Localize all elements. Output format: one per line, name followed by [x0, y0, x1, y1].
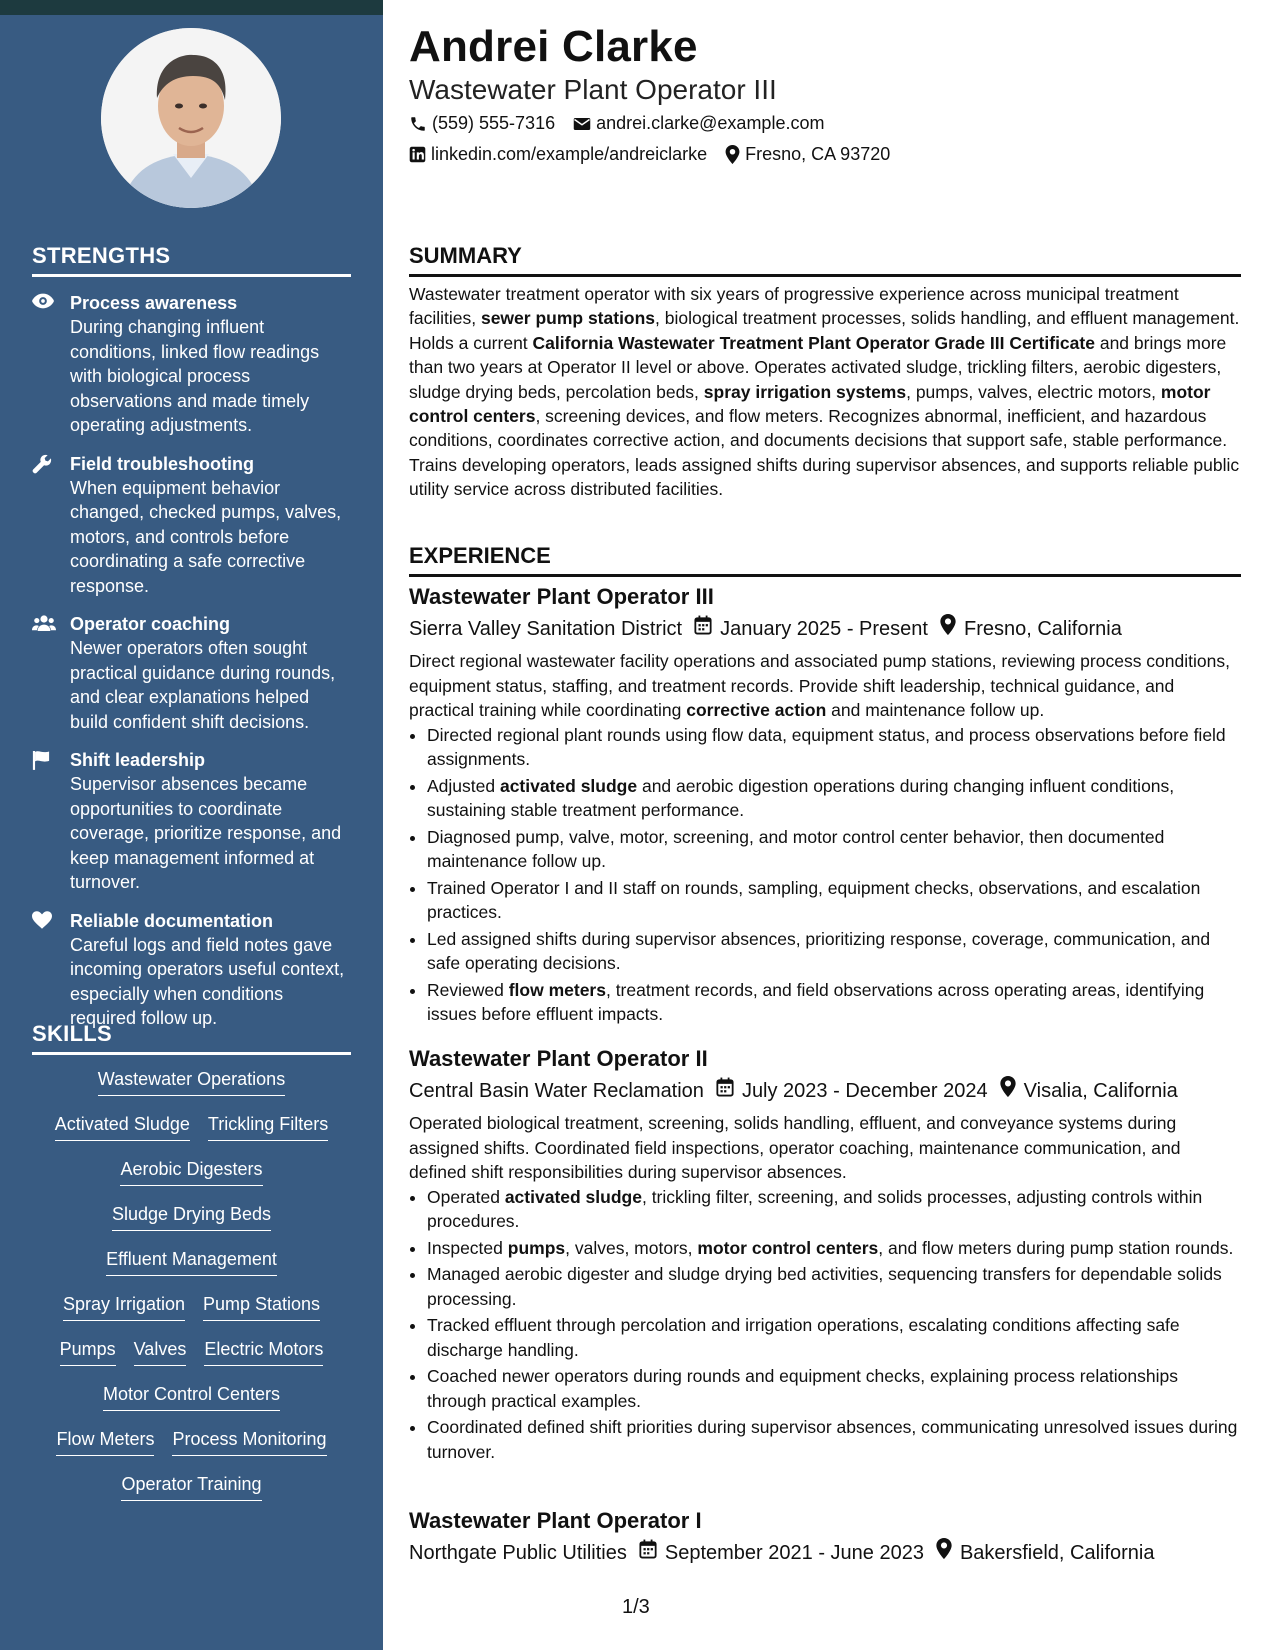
- strength-title: Process awareness: [70, 293, 238, 313]
- skill-tag: Electric Motors: [204, 1337, 323, 1366]
- calendar-icon: [716, 1077, 734, 1105]
- bold-term: sewer pump stations: [480, 308, 656, 329]
- map-pin-icon: [940, 614, 956, 643]
- contact-row-2: [409, 144, 890, 165]
- job-dates-text: January 2025 - Present: [720, 617, 928, 640]
- skill-tag: Flow Meters: [56, 1427, 154, 1456]
- envelope-icon: [573, 116, 591, 132]
- skill-tag: Process Monitoring: [172, 1427, 326, 1456]
- skill-row: [32, 1202, 351, 1247]
- skill-tag: Valves: [134, 1337, 187, 1366]
- job-dates-text: July 2023 - December 2024: [741, 1079, 988, 1102]
- job-bullet: • Reviewed flow meters, treatment records, and field observations across operating areas, identifying issues before effluent impacts.: [427, 978, 1241, 1027]
- job-bullet: • Managed aerobic digester and sludge drying bed activities, sequencing transfers for dependable solids processing.: [427, 1262, 1241, 1311]
- skill-tag: Trickling Filters: [208, 1112, 328, 1141]
- job-bullet: • Inspected pumps, valves, motors, motor control centers, and flow meters during pump station rounds.: [427, 1236, 1241, 1261]
- job-entry: [409, 582, 1241, 1029]
- skill-row: [32, 1472, 351, 1517]
- flag-icon: [32, 748, 70, 895]
- bold-term: spray irrigation systems: [703, 381, 907, 402]
- skill-row: [32, 1067, 351, 1112]
- experience-heading: EXPERIENCE: [409, 543, 1241, 577]
- top-accent-bar: [0, 0, 383, 15]
- phone-contact: [409, 113, 555, 134]
- strength-text: [70, 291, 351, 438]
- job-dates-text: September 2021 - June 2023: [664, 1541, 924, 1564]
- job-title: Wastewater Plant Operator II: [409, 1046, 708, 1071]
- bold-term: corrective action: [686, 700, 827, 720]
- skill-row: [32, 1157, 351, 1202]
- job-dates: [639, 1539, 924, 1567]
- job-entry: [409, 1506, 1241, 1567]
- strength-text: [70, 748, 351, 895]
- skill-row: [32, 1247, 351, 1292]
- job-dates: [694, 615, 928, 643]
- skill-tag: Wastewater Operations: [98, 1067, 285, 1096]
- bold-term: activated sludge: [499, 775, 638, 796]
- strength-item: [32, 291, 351, 438]
- avatar: [101, 28, 281, 208]
- map-pin-icon: [725, 145, 740, 164]
- strength-desc: When equipment behavior changed, checked pumps, valves, motors, and controls before coordinating a safe corrective response.: [70, 477, 342, 596]
- strength-item: [32, 909, 351, 1031]
- bold-term: activated sludge: [504, 1186, 642, 1207]
- job-meta: [409, 1076, 1241, 1105]
- job-bullet: • Coordinated defined shift priorities during supervisor absences, communicating unresolved issues during turnover.: [427, 1415, 1241, 1464]
- job-dates: [716, 1077, 988, 1105]
- job-bullet: • Trained Operator I and II staff on rounds, sampling, equipment checks, observations, and escalation practices.: [427, 876, 1241, 925]
- skill-tag: Aerobic Digesters: [120, 1157, 262, 1186]
- linkedin-icon: [409, 146, 426, 163]
- strength-desc: Careful logs and field notes gave incoming operators useful context, especially when conditions required follow up.: [70, 934, 345, 1028]
- skills-list: [32, 1067, 351, 1517]
- job-location-text: Fresno, California: [963, 617, 1122, 640]
- strength-desc: Supervisor absences became opportunities to coordinate coverage, prioritize response, and keep management informed at turnover.: [70, 774, 342, 892]
- skill-tag: Sludge Drying Beds: [112, 1202, 271, 1231]
- users-icon: [32, 612, 70, 734]
- profile-photo: [101, 28, 281, 208]
- bold-term: motor control centers: [697, 1237, 879, 1258]
- skill-row: [32, 1292, 351, 1337]
- strength-title: Field troubleshooting: [70, 453, 254, 474]
- phone-text: (559) 555-7316: [432, 113, 556, 133]
- calendar-icon: [694, 615, 712, 643]
- job-location: [936, 1538, 1155, 1567]
- phone-icon: [409, 115, 427, 133]
- bold-term: California Wastewater Treatment Plant Operator Grade III Certificate: [532, 332, 1095, 353]
- skills-section: [32, 1021, 351, 1517]
- strength-desc: During changing influent conditions, linked flow readings with biological process observations and made timely operating adjustments.: [70, 317, 320, 435]
- job-entry: [409, 1044, 1241, 1466]
- skill-tag: Pump Stations: [203, 1292, 320, 1321]
- job-bullet: • Adjusted activated sludge and aerobic digestion operations during changing influent conditions, sustaining stable treatment performance.: [427, 774, 1241, 823]
- job-bullet: • Directed regional plant rounds using flow data, equipment status, and process observations before field assignments.: [427, 723, 1241, 772]
- bold-term: flow meters: [508, 979, 606, 1000]
- strengths-heading: STRENGTHS: [32, 243, 351, 277]
- job-location-text: Bakersfield, California: [959, 1541, 1155, 1564]
- linkedin-text[interactable]: linkedin.com/example/andreiclarke: [431, 144, 708, 164]
- contact-row-1: [409, 113, 824, 134]
- job-bullet: • Diagnosed pump, valve, motor, screening, and motor control center behavior, then documented maintenance follow up.: [427, 825, 1241, 874]
- skill-tag: Operator Training: [121, 1472, 261, 1501]
- job-company: Central Basin Water Reclamation: [409, 1079, 704, 1102]
- skill-tag: Activated Sludge: [55, 1112, 190, 1141]
- calendar-icon: [639, 1539, 657, 1567]
- strength-desc: Newer operators often sought practical guidance during rounds, and clear explanations helped build confident shift decisions.: [70, 638, 336, 732]
- strength-title: Reliable documentation: [70, 910, 274, 931]
- job-location: [940, 614, 1122, 643]
- job-bullets: [409, 1185, 1241, 1465]
- strengths-section: [32, 243, 351, 1031]
- job-location: [1000, 1076, 1178, 1105]
- skill-row: [32, 1337, 351, 1382]
- job-company: Northgate Public Utilities: [409, 1541, 627, 1564]
- job-meta: [409, 614, 1241, 643]
- email-text[interactable]: andrei.clarke@example.com: [596, 113, 825, 133]
- candidate-role: Wastewater Plant Operator III: [409, 74, 777, 105]
- job-title: Wastewater Plant Operator III: [409, 584, 714, 609]
- strength-title: Shift leadership: [70, 750, 206, 770]
- location-text: Fresno, CA 93720: [745, 144, 891, 164]
- skill-row: [32, 1427, 351, 1472]
- bold-term: pumps: [507, 1237, 566, 1258]
- job-location-text: Visalia, California: [1023, 1079, 1178, 1102]
- skill-tag: Motor Control Centers: [103, 1382, 280, 1411]
- bold-term: motor control centers: [409, 381, 1211, 427]
- location-contact: [725, 144, 890, 165]
- skill-tag: Pumps: [60, 1337, 116, 1366]
- map-pin-icon: [1000, 1076, 1016, 1105]
- heart-icon: [32, 909, 70, 1031]
- job-company: Sierra Valley Sanitation District: [409, 617, 683, 640]
- email-contact[interactable]: [573, 113, 824, 134]
- strength-item: [32, 452, 351, 599]
- job-title: Wastewater Plant Operator I: [409, 1508, 702, 1533]
- sidebar: [0, 15, 383, 1650]
- job-meta: [409, 1538, 1241, 1567]
- map-pin-icon: [936, 1538, 952, 1567]
- strength-text: [70, 909, 351, 1031]
- skill-tag: Effluent Management: [106, 1247, 277, 1276]
- job-description: Direct regional wastewater facility operations and associated pump stations, reviewing process conditions, equipment status, staffing, and treatment records. Provide shift leadership, technical guidance, and practical training while coordinating corrective action and maintenance follow up.: [409, 651, 1230, 720]
- summary-text: Wastewater treatment operator with six years of progressive experience across municipal treatment facilities, sewer pump stations, biological treatment processes, solids handling, and effluent management. Holds a current California Wastewater Treatment Plant Operator Grade III Certificate and brings more than two years at Operator II level or above. Operates activated sludge, trickling filters, aerobic digesters, sludge drying beds, percolation beds, spray irrigation systems, pumps, valves, electric motors, motor control centers, screening devices, and flow meters. Recognizes abnormal, inefficient, and hazardous conditions, coordinates corrective action, and documents decisions that support safe, stable performance. Trains developing operators, leads assigned shifts during supervisor absences, and supports reliable public utility service across distributed facilities.: [409, 284, 1240, 500]
- strength-text: [70, 452, 351, 599]
- strength-item: [32, 612, 351, 734]
- eye-icon: [32, 291, 70, 438]
- skill-row: [32, 1382, 351, 1427]
- strength-text: [70, 612, 351, 734]
- skills-heading: SKILLS: [32, 1021, 351, 1055]
- candidate-name: Andrei Clarke: [409, 22, 698, 71]
- skill-tag: Spray Irrigation: [63, 1292, 185, 1321]
- job-bullet: • Coached newer operators during rounds and equipment checks, explaining process relationships through practical examples.: [427, 1364, 1241, 1413]
- job-bullet: • Operated activated sludge, trickling filter, screening, and solids processes, adjusting controls within procedures.: [427, 1185, 1241, 1234]
- skill-row: [32, 1112, 351, 1157]
- job-bullets: [409, 723, 1241, 1027]
- job-bullet: • Tracked effluent through percolation and irrigation operations, escalating conditions affecting safe discharge handling.: [427, 1313, 1241, 1362]
- page-number: 1/3: [622, 1596, 650, 1618]
- strength-title: Operator coaching: [70, 614, 231, 634]
- job-description: Operated biological treatment, screening, solids handling, effluent, and conveyance systems during assigned shifts. Coordinated field inspections, operator coaching, maintenance communication, and defined shift responsibilities during supervisor absences.: [409, 1113, 1181, 1182]
- strength-item: [32, 748, 351, 895]
- job-bullet: • Led assigned shifts during supervisor absences, prioritizing response, coverage, communication, and safe operating decisions.: [427, 927, 1241, 976]
- summary-heading: SUMMARY: [409, 243, 1241, 277]
- wrench-icon: [32, 452, 70, 599]
- linkedin-contact[interactable]: [409, 144, 707, 165]
- strengths-list: [32, 291, 351, 1031]
